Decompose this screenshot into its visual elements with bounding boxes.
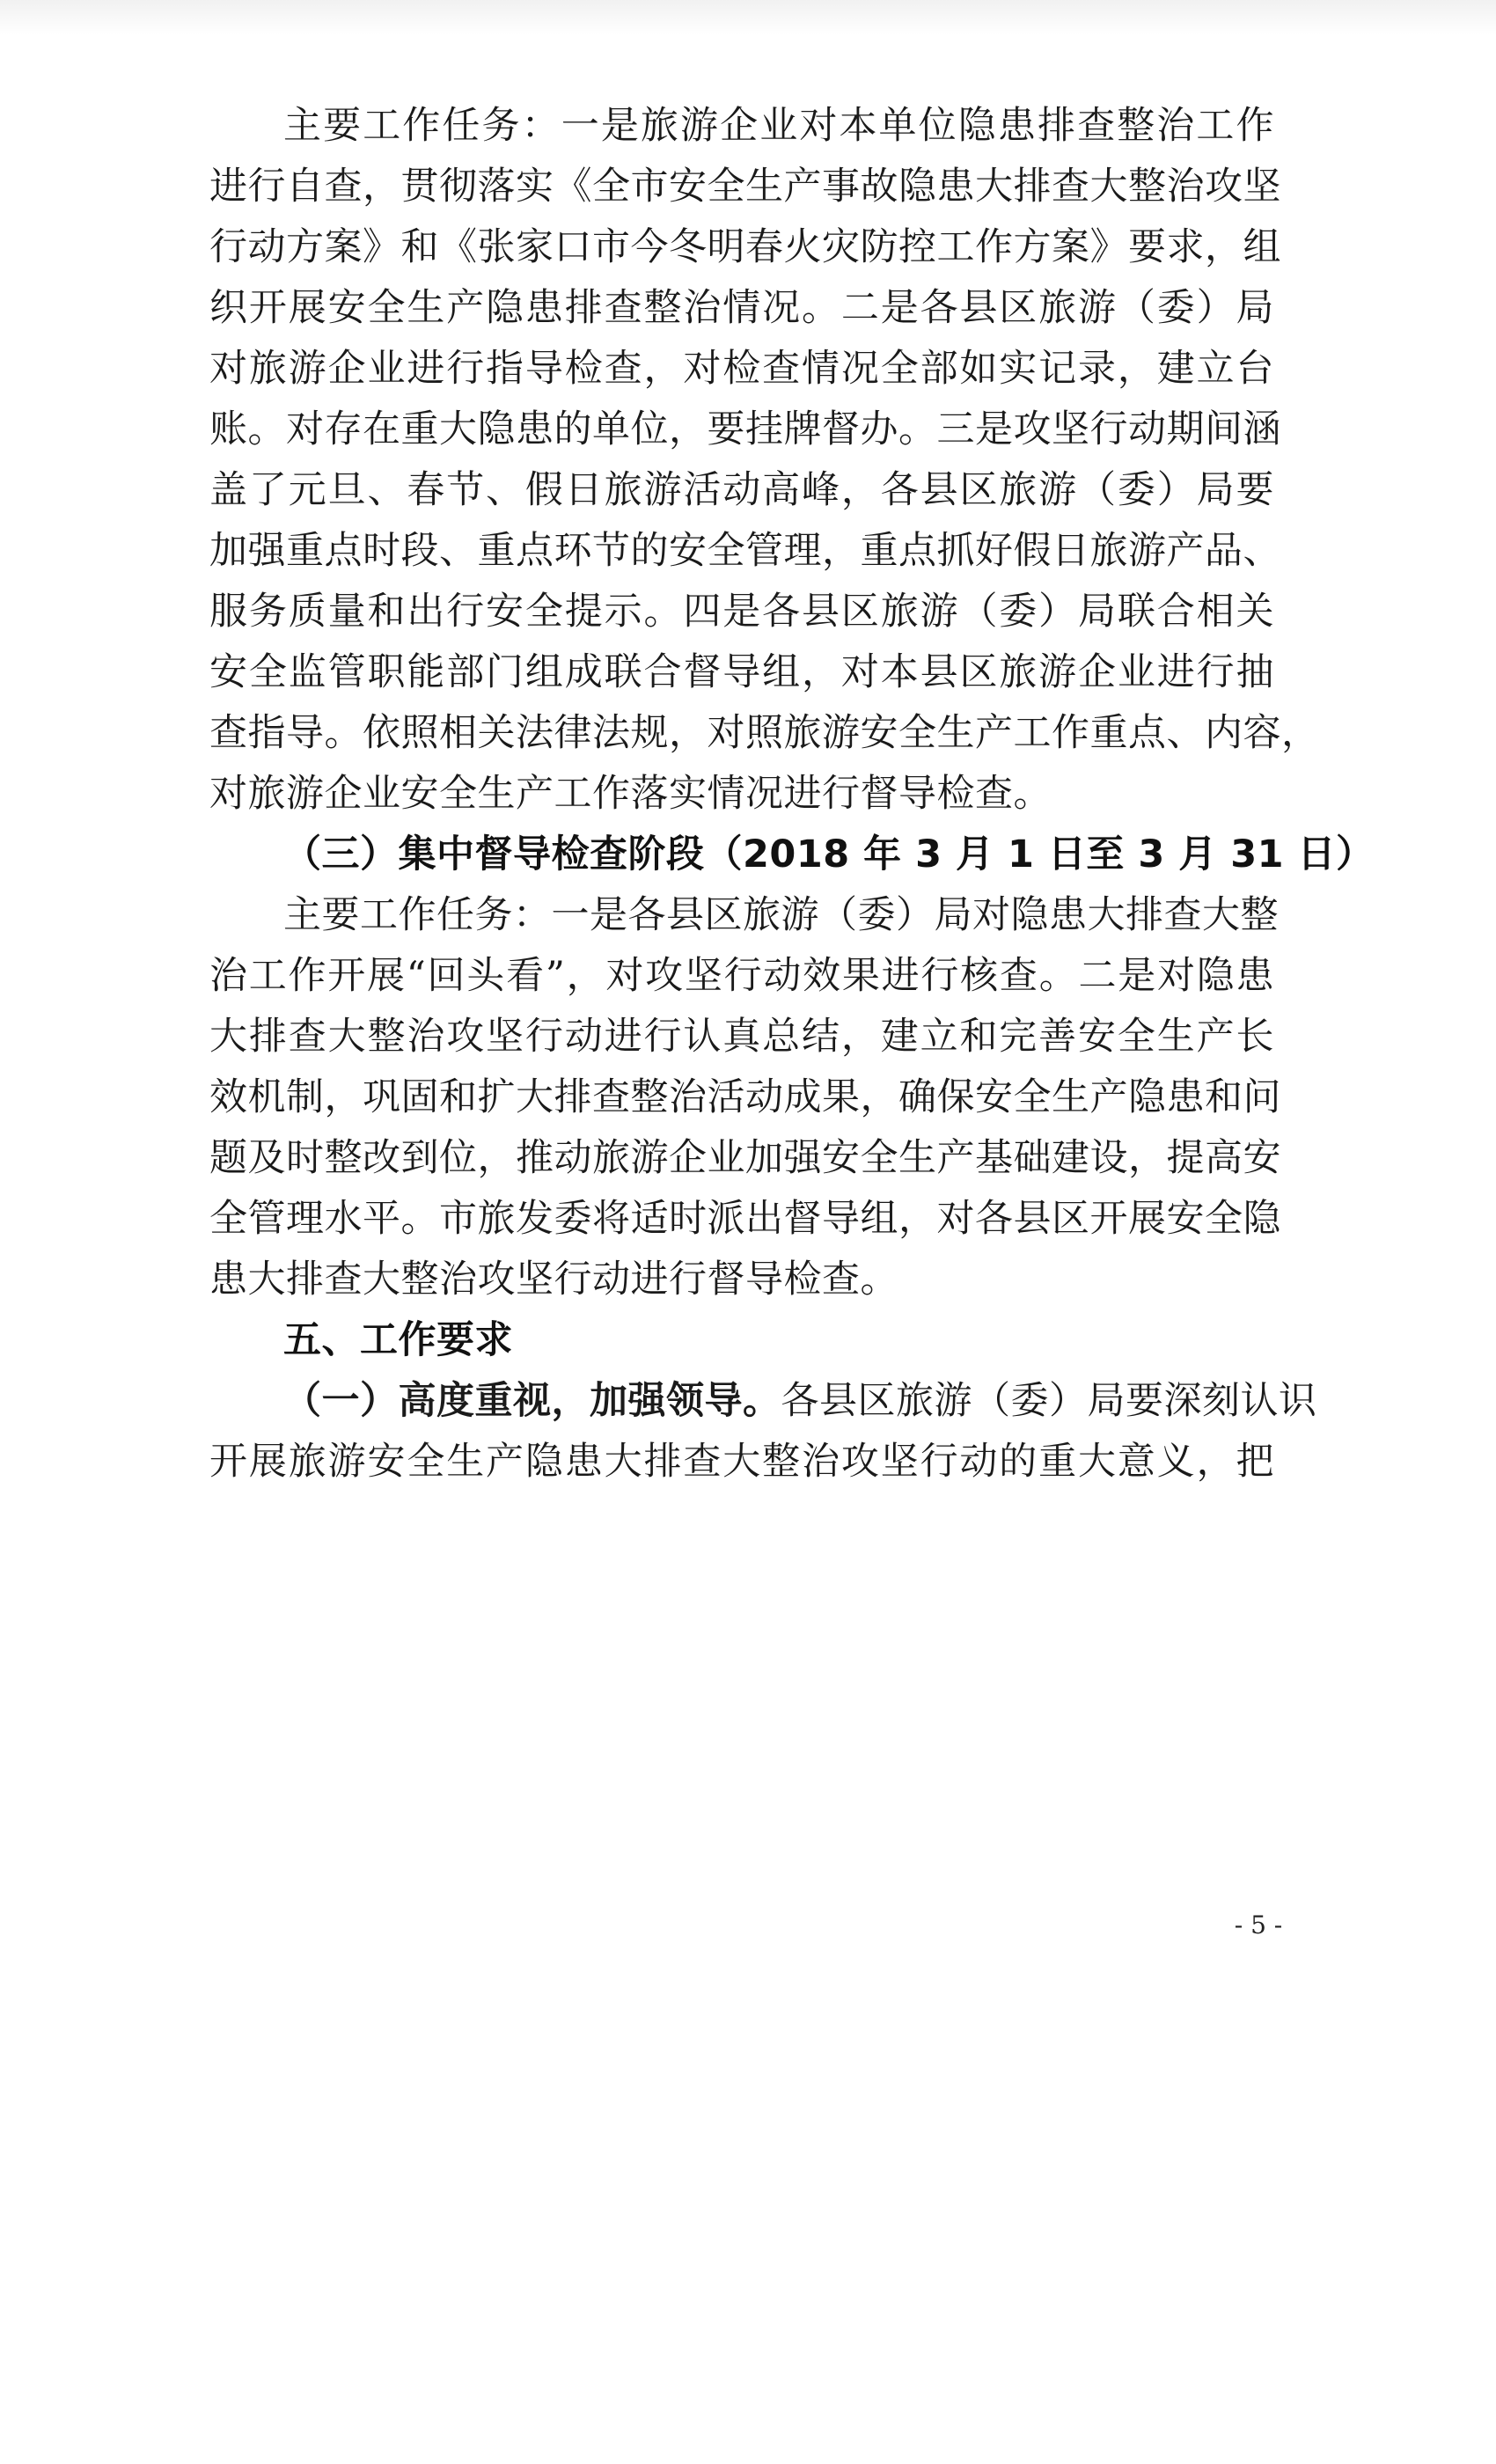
paragraph-line: 治工作开展“回头看”，对攻坚行动效果进行核查。二是对隐患 bbox=[209, 954, 1274, 998]
stage3-heading: （三）集中督导检查阶段（2018 年 3 月 1 日至 3 月 31 日） bbox=[283, 832, 1375, 876]
paragraph-line: 对旅游企业进行指导检查，对检查情况全部如实记录，建立台 bbox=[209, 347, 1274, 391]
paragraph-line: 织开展安全生产隐患排查整治情况。二是各县区旅游（委）局 bbox=[209, 286, 1274, 330]
paragraph-line: 安全监管职能部门组成联合督导组，对本县区旅游企业进行抽 bbox=[209, 650, 1274, 694]
paragraph-line: 进行自查，贯彻落实《全市安全生产事故隐患大排查大整治攻坚 bbox=[209, 165, 1281, 209]
requirement-1-text: 各县区旅游（委）局要深刻认识 bbox=[781, 1379, 1317, 1423]
requirement-1-line bbox=[209, 1370, 1317, 1432]
paragraph-line: 加强重点时段、重点环节的安全管理，重点抓好假日旅游产品、 bbox=[209, 529, 1281, 573]
paragraph-line: 查指导。依照相关法律法规，对照旅游安全生产工作重点、内容， bbox=[209, 711, 1320, 755]
paragraph-line: 全管理水平。市旅发委将适时派出督导组，对各县区开展安全隐 bbox=[209, 1197, 1281, 1241]
paragraph-line: 开展旅游安全生产隐患大排查大整治攻坚行动的重大意义，把 bbox=[209, 1440, 1274, 1484]
paragraph-line: 服务质量和出行安全提示。四是各县区旅游（委）局联合相关 bbox=[209, 590, 1274, 634]
paragraph-line: 对旅游企业安全生产工作落实情况进行督导检查。 bbox=[209, 772, 1052, 816]
requirement-1-title: （一）高度重视，加强领导。 bbox=[283, 1379, 781, 1423]
paragraph-line: 大排查大整治攻坚行动进行认真总结，建立和完善安全生产长 bbox=[209, 1015, 1274, 1059]
paragraph-line: 主要工作任务：一是旅游企业对本单位隐患排查整治工作 bbox=[283, 104, 1274, 148]
paragraph-line: 账。对存在重大隐患的单位，要挂牌督办。三是攻坚行动期间涵 bbox=[209, 407, 1281, 451]
scan-edge bbox=[0, 0, 1496, 35]
paragraph-line: 盖了元旦、春节、假日旅游活动高峰，各县区旅游（委）局要 bbox=[209, 468, 1274, 512]
paragraph-line: 题及时整改到位，推动旅游企业加强安全生产基础建设，提高安 bbox=[209, 1136, 1281, 1180]
page-number: - 5 - bbox=[1234, 1910, 1283, 1940]
section5-heading: 五、工作要求 bbox=[283, 1318, 513, 1362]
paragraph-line: 患大排查大整治攻坚行动进行督导检查。 bbox=[209, 1258, 898, 1302]
paragraph-line: 行动方案》和《张家口市今冬明春火灾防控工作方案》要求，组 bbox=[209, 225, 1281, 269]
paragraph-line: 效机制，巩固和扩大排查整治活动成果，确保安全生产隐患和问 bbox=[209, 1075, 1281, 1119]
paragraph-line: 主要工作任务：一是各县区旅游（委）局对隐患大排查大整 bbox=[283, 893, 1279, 937]
